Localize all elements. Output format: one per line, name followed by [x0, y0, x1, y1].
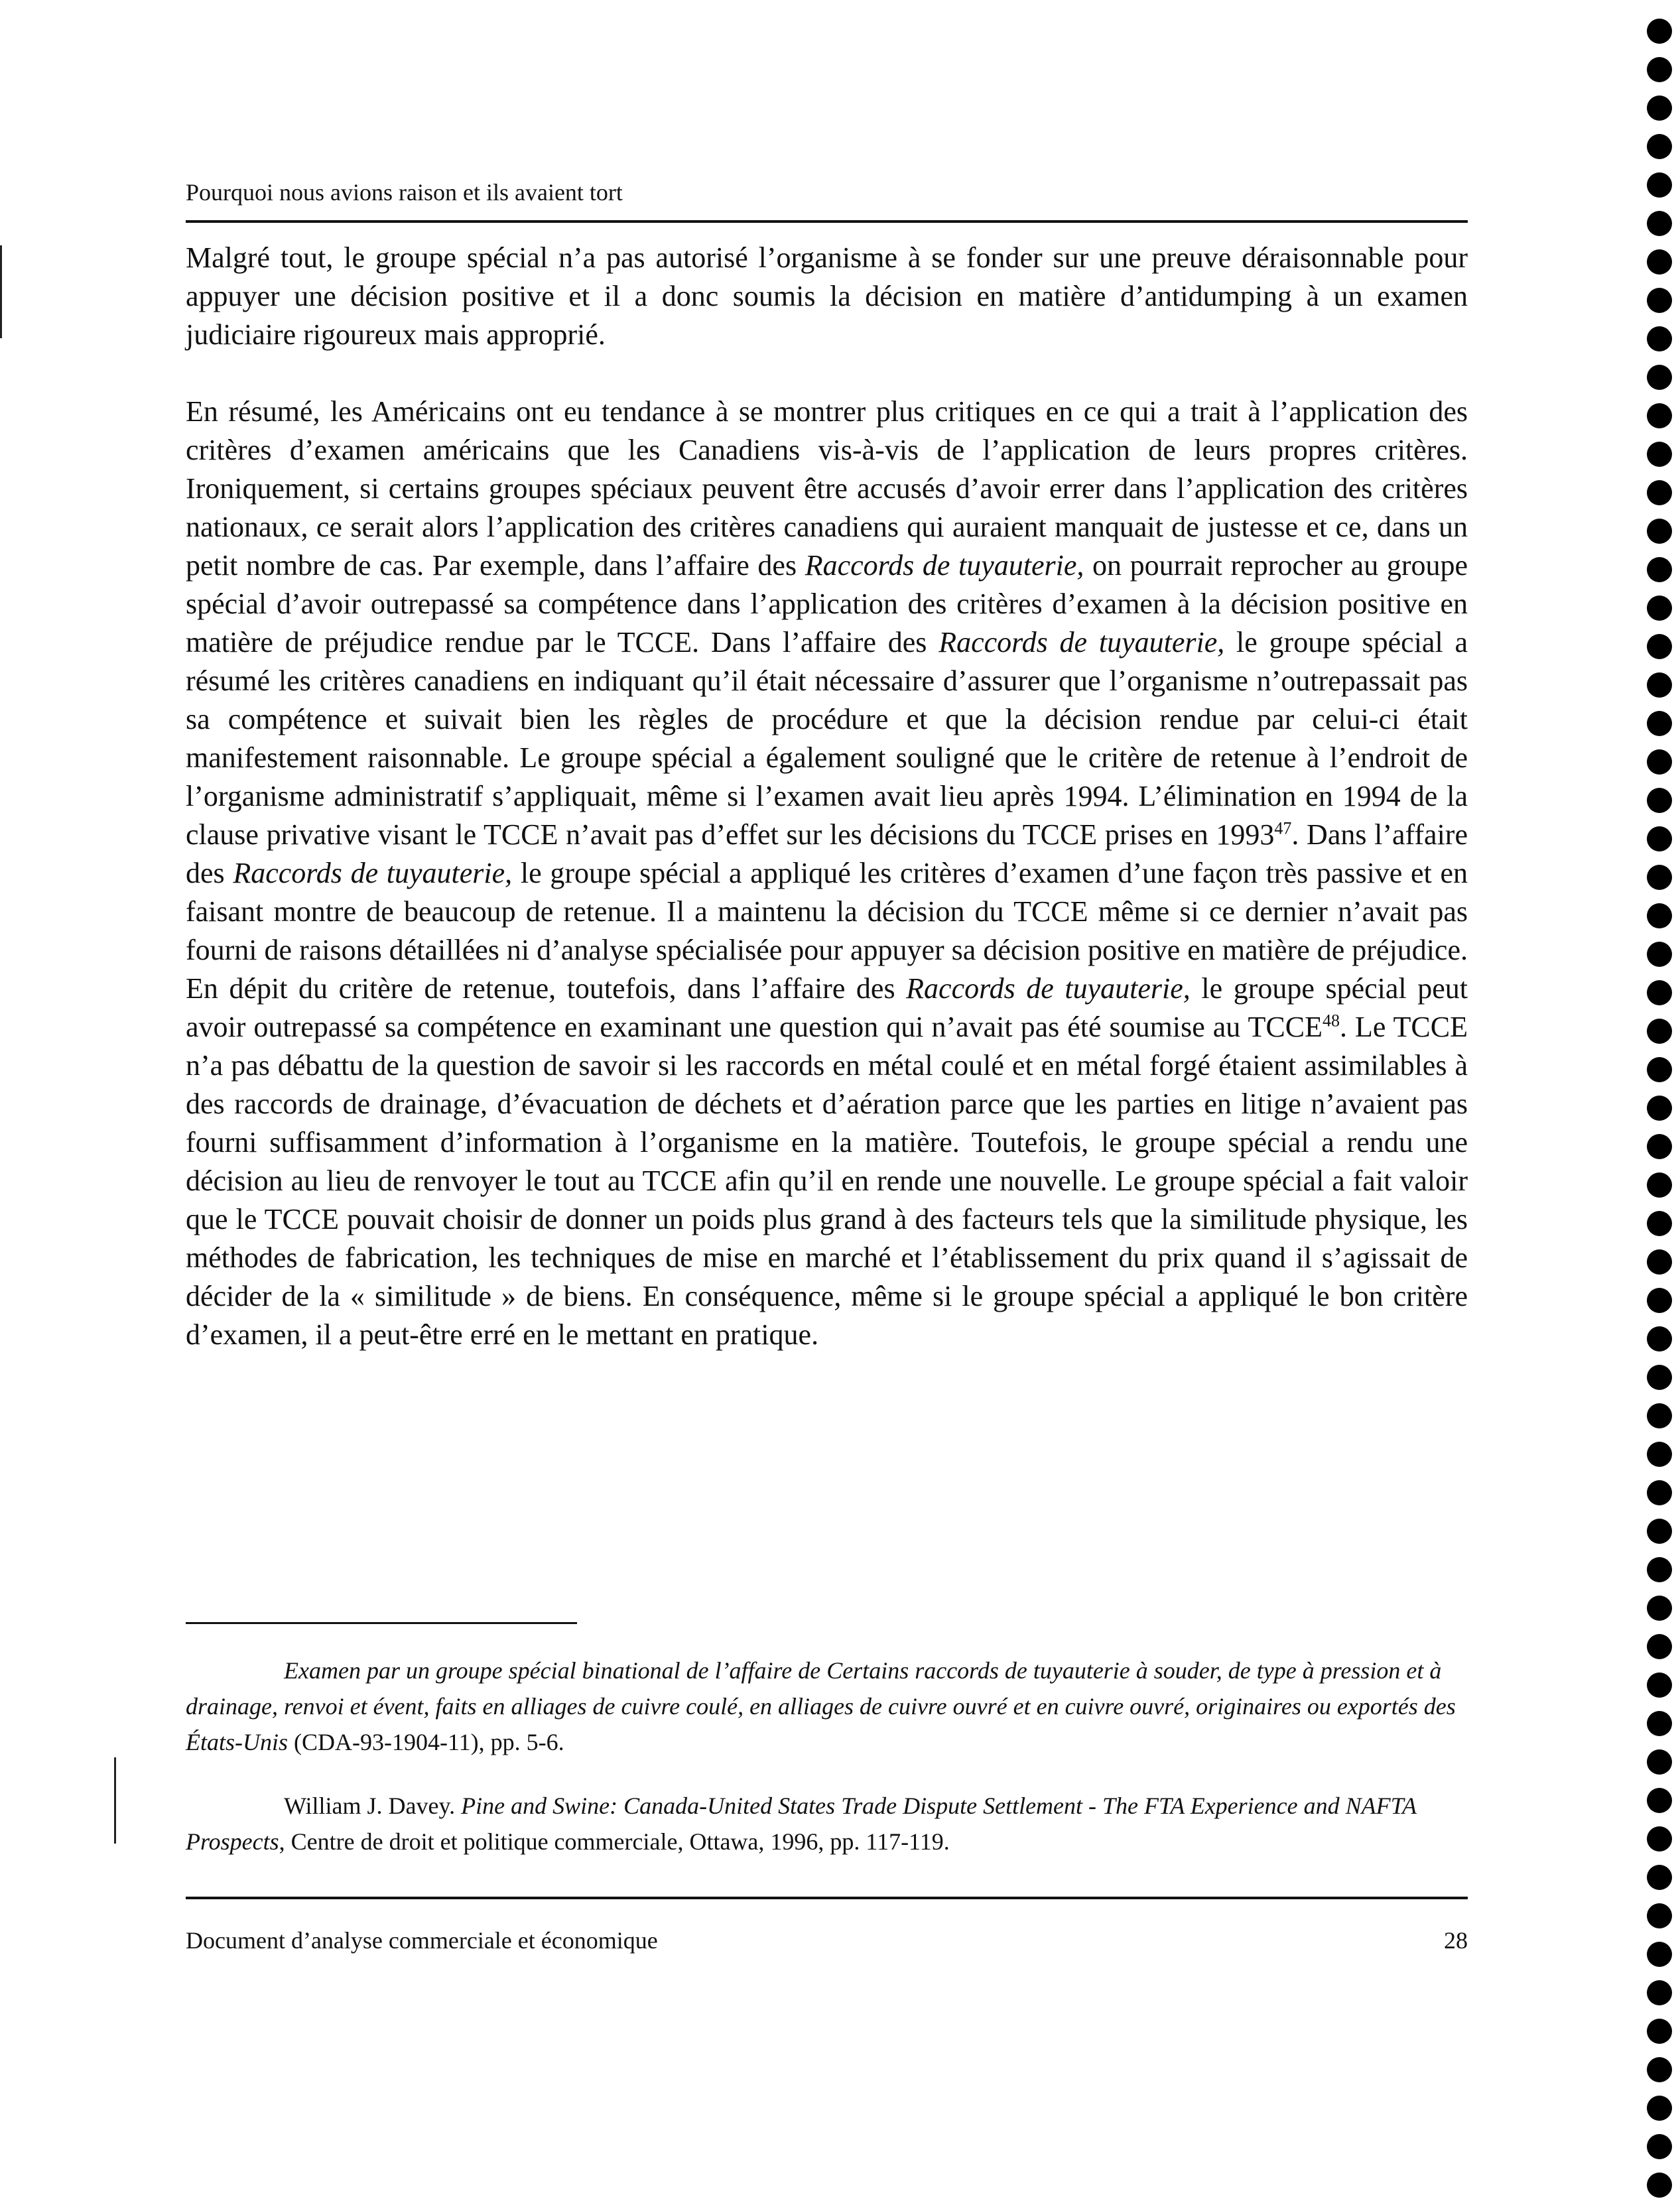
binding-hole	[1647, 1172, 1672, 1198]
binding-hole	[1647, 2134, 1672, 2159]
binding-hole	[1647, 1980, 1672, 2005]
scan-margin-mark	[114, 1757, 116, 1844]
binding-hole	[1647, 2057, 1672, 2082]
footnote-text: (CDA-93-1904-11), pp. 5-6.	[294, 1729, 564, 1755]
text-run: on pourrait reprocher au groupe spécial d’avoir outrepassé sa compétence dans l’application des critères d’examen à la décision positive en matière de préjudice rendue par le TCCE. Dans l’affaire des	[186, 549, 1468, 659]
text-run: le groupe spécial a appliqué les critères d’examen d’une façon très passive et en faisant montre de beaucoup de retenue. Il a maintenu la décision du TCCE même si ce dernier n’avait pas fourni de raisons détaillées ni d’analyse spécialisée pour appuyer sa décision positive en matière de préjudice. En dépit du critère de retenue, toutefois, dans l’affaire des	[186, 857, 1468, 1005]
binding-hole	[1647, 826, 1672, 851]
body-text	[186, 239, 1468, 1354]
binding-hole	[1647, 1057, 1672, 1082]
binding-hole	[1647, 288, 1672, 313]
paragraph: Malgré tout, le groupe spécial n’a pas autorisé l’organisme à se fonder sur une preuve déraisonnable pour appuyer une décision positive et il a donc soumis la décision en matière d’antidumping à un examen judiciaire rigoureux mais approprié.	[186, 241, 1468, 351]
binding-hole	[1647, 480, 1672, 505]
binding-hole	[1647, 1749, 1672, 1775]
binding-hole	[1647, 1788, 1672, 1813]
page-number: 28	[1444, 1927, 1468, 1954]
footer-rule	[186, 1897, 1468, 1899]
binding-hole	[1647, 1211, 1672, 1236]
case-name: Raccords de tuyauterie,	[233, 857, 513, 889]
binding-hole	[1647, 1711, 1672, 1736]
running-foot	[186, 1926, 1468, 1955]
binding-hole	[1647, 596, 1672, 621]
footnote-ref: 48	[1322, 1011, 1340, 1031]
text-run: . Dans l’affaire des	[186, 818, 1468, 889]
running-head: Pourquoi nous avions raison et ils avaient tort	[186, 179, 623, 206]
binding-hole	[1647, 634, 1672, 659]
case-name: Raccords de tuyauterie,	[906, 972, 1191, 1005]
binding-hole	[1647, 2096, 1672, 2121]
footnote-citation: Examen par un groupe spécial binational de l’affaire de Certains raccords de tuyauterie à souder, de type à pression et à drainage, renvoi et évent, faits en alliages de cuivre coulé, en alliages de cuivre ouvré et en cuivre ouvré, originaires ou exportés des États-Unis	[186, 1657, 1456, 1755]
binding-hole	[1647, 249, 1672, 275]
binding-holes	[1627, 0, 1680, 2205]
footnote-rule	[186, 1622, 577, 1624]
binding-hole	[1647, 57, 1672, 82]
binding-hole	[1647, 1596, 1672, 1621]
binding-hole	[1647, 95, 1672, 121]
footnote-author: William J. Davey.	[284, 1793, 462, 1819]
binding-hole	[1647, 749, 1672, 775]
binding-hole	[1647, 865, 1672, 890]
binding-hole	[1647, 365, 1672, 390]
binding-hole	[1647, 1865, 1672, 1890]
binding-hole	[1647, 1019, 1672, 1044]
binding-hole	[1647, 903, 1672, 928]
binding-hole	[1647, 1519, 1672, 1544]
binding-hole	[1647, 1288, 1672, 1313]
binding-hole	[1647, 1826, 1672, 1852]
case-name: Raccords de tuyauterie,	[938, 626, 1225, 659]
binding-hole	[1647, 711, 1672, 736]
binding-hole	[1647, 1326, 1672, 1352]
binding-hole	[1647, 1096, 1672, 1121]
text-run: le groupe spécial a résumé les critères canadiens en indiquant qu’il était nécessaire d’assurer que l’organisme n’outrepassait pas sa compétence et suivait bien les règles de procédure et que la décision rendue par celui-ci était manifestement raisonnable. Le groupe spécial a également souligné que le critère de retenue à l’endroit de l’organisme administratif s’appliquait, même si l’examen avait lieu après 1994. L’élimination en 1994 de la clause privative visant le TCCE n’avait pas d’effet sur les décisions du TCCE prises en 1993	[186, 626, 1468, 851]
header-rule	[186, 220, 1468, 223]
binding-hole	[1647, 19, 1672, 44]
binding-hole	[1647, 788, 1672, 813]
binding-hole	[1647, 134, 1672, 159]
binding-hole	[1647, 172, 1672, 198]
binding-hole	[1647, 1903, 1672, 1928]
binding-hole	[1647, 672, 1672, 698]
binding-hole	[1647, 1942, 1672, 1967]
binding-hole	[1647, 557, 1672, 582]
case-name: Raccords de tuyauterie,	[805, 549, 1084, 582]
footnote	[186, 1653, 1468, 1760]
binding-hole	[1647, 1442, 1672, 1467]
footnote-citation: Pine and Swine: Canada-United States Trade Dispute Settlement - The FTA Experience and NAFTA Prospects	[186, 1793, 1417, 1855]
footnote	[186, 1788, 1468, 1859]
paragraph	[186, 393, 1468, 1354]
binding-hole	[1647, 1134, 1672, 1159]
text-run: En résumé, les Américains ont eu tendance à se montrer plus critiques en ce qui a trait à l’application des critères d’examen américains que les Canadiens vis-à-vis de l’application de leurs propres critères. Ironiquement, si certains groupes spéciaux peuvent être accusés d’avoir errer dans l’application des critères nationaux, ce serait alors l’application des critères canadiens qui auraient manquait de justesse et ce, dans un petit nombre de cas. Par exemple, dans l’affaire des	[186, 395, 1468, 582]
binding-hole	[1647, 980, 1672, 1005]
binding-hole	[1647, 211, 1672, 236]
binding-hole	[1647, 326, 1672, 351]
binding-hole	[1647, 1672, 1672, 1698]
binding-hole	[1647, 1403, 1672, 1428]
binding-hole	[1647, 942, 1672, 967]
binding-hole	[1647, 1557, 1672, 1582]
binding-hole	[1647, 1634, 1672, 1659]
binding-hole	[1647, 2019, 1672, 2044]
binding-hole	[1647, 2173, 1672, 2198]
binding-hole	[1647, 1365, 1672, 1390]
series-title: Document d’analyse commerciale et économique	[186, 1927, 658, 1954]
binding-hole	[1647, 403, 1672, 428]
binding-hole	[1647, 442, 1672, 467]
binding-hole	[1647, 1249, 1672, 1275]
binding-hole	[1647, 519, 1672, 544]
footnote-ref: 47	[1274, 818, 1292, 838]
footnote-text: , Centre de droit et politique commerciale, Ottawa, 1996, pp. 117-119.	[279, 1828, 950, 1855]
binding-hole	[1647, 1480, 1672, 1505]
text-run: . Le TCCE n’a pas débattu de la question de savoir si les raccords en métal coulé et en métal forgé étaient assimilables à des raccords de drainage, d’évacuation de déchets et d’aération parce que les parties en litige n’avaient pas fourni suffisamment d’information à l’organisme en la matière. Toutefois, le groupe spécial a rendu une décision au lieu de renvoyer le tout au TCCE afin qu’il en rende une nouvelle. Le groupe spécial a fait valoir que le TCCE pouvait choisir de donner un poids plus grand à des facteurs tels que la similitude physique, les méthodes de fabrication, les techniques de mise en marché et l’établissement du prix quand il s’agissait de décider de la « similitude » de biens. En conséquence, même si le groupe spécial a appliqué le bon critère d’examen, il a peut-être erré en le mettant en pratique.	[186, 1011, 1468, 1351]
text-run: le groupe spécial peut avoir outrepassé sa compétence en examinant une question qui n’avait pas été soumise au TCCE	[186, 972, 1468, 1043]
footnotes	[186, 1653, 1468, 1859]
scan-margin-mark	[0, 245, 2, 338]
